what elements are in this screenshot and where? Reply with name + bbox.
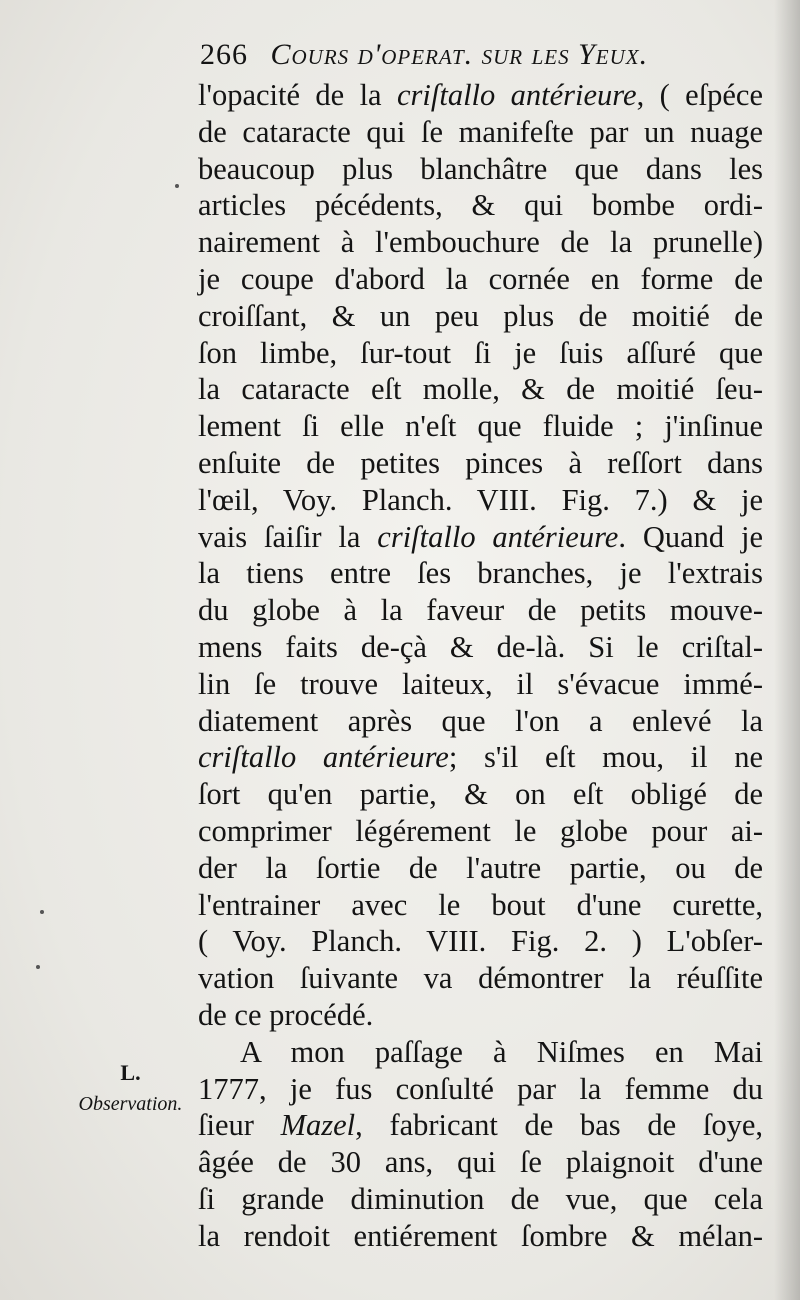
text-line — [198, 850, 763, 887]
text-line — [198, 1144, 763, 1181]
text-line — [198, 77, 763, 114]
text-run: ſon limbe, ſur-tout ſi je ſuis aſſuré que — [198, 335, 763, 370]
text-run: de cataracte qui ſe manifeſte par un nuage — [198, 114, 763, 149]
text-run: , ( eſpéce — [636, 78, 764, 112]
text-line — [198, 298, 763, 335]
ink-speck — [36, 965, 40, 969]
text-run: du globe à la faveur de petits mouve- — [198, 593, 763, 628]
text-line — [198, 960, 763, 997]
text-line — [198, 592, 763, 629]
text-run: ſort qu'en partie, & on eſt obligé de — [198, 777, 763, 812]
text-line — [198, 335, 763, 372]
text-run: ( Voy. Planch. VIII. Fig. 2. ) L'obſer- — [198, 924, 763, 959]
text-run: je coupe d'abord la cornée en forme de — [198, 261, 763, 296]
text-line — [198, 1071, 763, 1108]
text-run: âgée de 30 ans, qui ſe plaignoit d'une — [198, 1145, 763, 1180]
margin-observation-label: Observation. — [78, 1093, 183, 1115]
text-run: vais ſaiſir la — [198, 519, 378, 554]
text-line — [198, 555, 763, 592]
text-run: ſieur — [198, 1108, 281, 1143]
text-run: la rendoit entiérement ſombre & mélan- — [198, 1218, 763, 1253]
italic-text: criſtallo antérieure — [198, 740, 449, 775]
text-line — [198, 224, 763, 261]
text-line — [198, 666, 763, 703]
page-number: 266 — [200, 38, 248, 71]
text-run: lin ſe trouve laiteux, il s'évacue immé- — [198, 666, 763, 701]
text-run: nairement à l'embouchure de la prunelle) — [198, 225, 763, 260]
text-run: la cataracte eſt molle, & de moitié ſeu- — [198, 372, 763, 407]
text-line — [198, 1107, 763, 1144]
text-run: enſuite de petites pinces à reſſort dans — [198, 445, 763, 480]
text-line — [198, 187, 763, 224]
margin-observation-number: L. — [120, 1060, 141, 1085]
text-run: la tiens entre ſes branches, je l'extrais — [198, 556, 763, 591]
text-run: de ce procédé. — [198, 997, 374, 1032]
text-run: lement ſi elle n'eſt que fluide ; j'inſinue — [198, 409, 763, 444]
text-run: l'opacité de la — [198, 78, 397, 112]
text-line — [198, 114, 763, 151]
text-run: ſi grande diminution de vue, que cela — [198, 1181, 763, 1216]
text-run: diatement après que l'on a enlevé la — [198, 703, 763, 738]
text-line — [198, 519, 763, 556]
text-line — [198, 629, 763, 666]
text-run: ; s'il eſt mou, il ne — [448, 740, 763, 775]
text-line — [198, 776, 763, 813]
ink-speck — [40, 910, 44, 914]
text-line — [198, 997, 763, 1034]
page-gutter-shadow — [774, 0, 800, 1300]
text-run: articles pécédents, & qui bombe ordi- — [198, 188, 763, 223]
text-run: A mon paſſage à Niſmes en Mai — [240, 1034, 763, 1069]
text-line — [198, 1034, 763, 1071]
text-line — [198, 739, 763, 776]
text-run: croiſſant, & un peu plus de moitié de — [198, 298, 763, 333]
text-line — [198, 445, 763, 482]
italic-text: criſtallo antérieure — [377, 519, 619, 554]
ink-speck — [175, 184, 179, 188]
running-header — [200, 38, 760, 78]
text-line — [198, 1218, 763, 1255]
text-run: . Quand je — [618, 519, 763, 554]
text-line — [198, 1181, 763, 1218]
text-run: der la ſortie de l'autre partie, ou de — [198, 850, 763, 885]
text-line — [198, 261, 763, 298]
text-run: 1777, je fus conſulté par la femme du — [198, 1071, 763, 1106]
text-line — [198, 482, 763, 519]
text-run: mens faits de-çà & de-là. Si le criſtal- — [198, 629, 763, 664]
body-text — [198, 77, 763, 1255]
text-run: l'entrainer avec le bout d'une curette, — [198, 887, 763, 922]
text-line — [198, 151, 763, 188]
italic-text: Mazel — [280, 1108, 356, 1143]
text-run: beaucoup plus blanchâtre que dans les — [198, 151, 763, 186]
text-line — [198, 923, 763, 960]
text-line — [198, 703, 763, 740]
text-line — [198, 371, 763, 408]
text-run: vation ſuivante va démontrer la réuſſite — [198, 961, 763, 996]
text-line — [198, 408, 763, 445]
text-line — [198, 813, 763, 850]
text-line — [198, 887, 763, 924]
text-run: l'œil, Voy. Planch. VIII. Fig. 7.) & je — [198, 482, 763, 517]
italic-text: criſtallo antérieure — [396, 78, 637, 112]
running-title: Cours d'operat. sur les Yeux. — [270, 38, 649, 71]
text-run: comprimer légérement le globe pour ai- — [198, 813, 763, 848]
text-run: , fabricant de bas de ſoye, — [355, 1108, 763, 1143]
